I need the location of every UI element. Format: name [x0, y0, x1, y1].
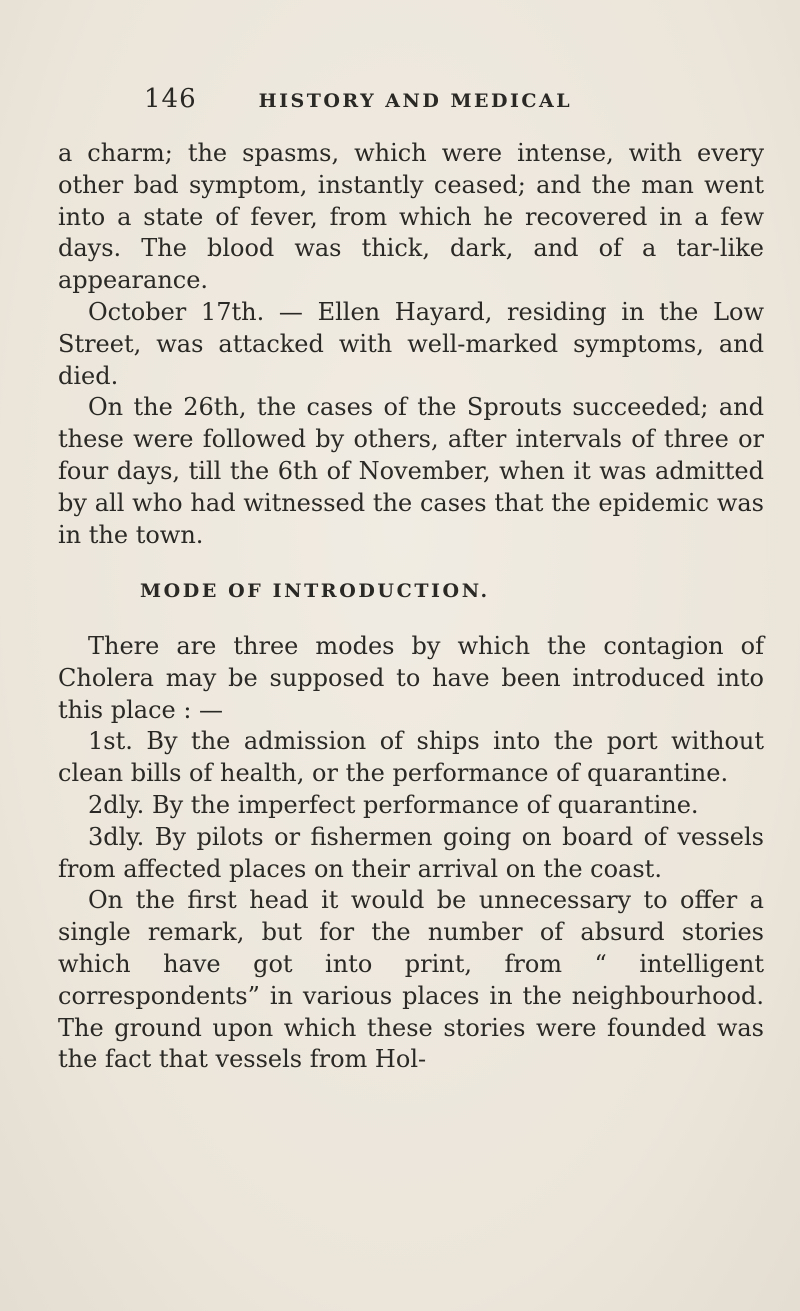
- running-head: [144, 84, 584, 118]
- body-text-top: [58, 138, 764, 551]
- paragraph-october-17: October 17th. — Ellen Hayard, residing in the Low Street, was attacked with well-marked symptoms, and died.: [58, 297, 764, 390]
- paragraph-mode-1: 1st. By the admission of ships into the port without clean bills of health, or the performance of quarantine.: [58, 727, 764, 788]
- paragraph-26th: On the 26th, the cases of the Sprouts succeeded; and these were followed by others, after intervals of three or four days, till the 6th of November, when it was admitted by all who had witnessed the cases that the epidemic was in the town.: [58, 393, 764, 549]
- paragraph-continuation: a charm; the spasms, which were intense, with every other bad symptom, instantly ceased; and the man went into a state of fever, from which he recovered in a few days. The blood was thick, dark, and of a tar-like appearance.: [58, 139, 764, 295]
- paragraph-mode-3: 3dly. By pilots or fishermen going on board of vessels from affected places on their arrival on the coast.: [58, 822, 764, 883]
- paragraph-first-head: On the first head it would be unnecessary to offer a single remark, but for the number of absurd stories which have got into print, from “ intelligent correspondents” in various places in the neighbourhood. The ground upon which these stories were founded was the fact that vessels from Hol-: [58, 886, 764, 1074]
- paragraph-three-modes: There are three modes by which the contagion of Cholera may be supposed to have been introduced into this place : —: [58, 632, 764, 724]
- paragraph-mode-2: 2dly. By the imperfect performance of quarantine.: [88, 790, 699, 819]
- section-heading: MODE OF INTRODUCTION.: [140, 580, 490, 602]
- body-text-bottom: [58, 631, 764, 1076]
- page-number: 146: [144, 84, 197, 114]
- running-head-title: HISTORY AND MEDICAL: [258, 90, 573, 112]
